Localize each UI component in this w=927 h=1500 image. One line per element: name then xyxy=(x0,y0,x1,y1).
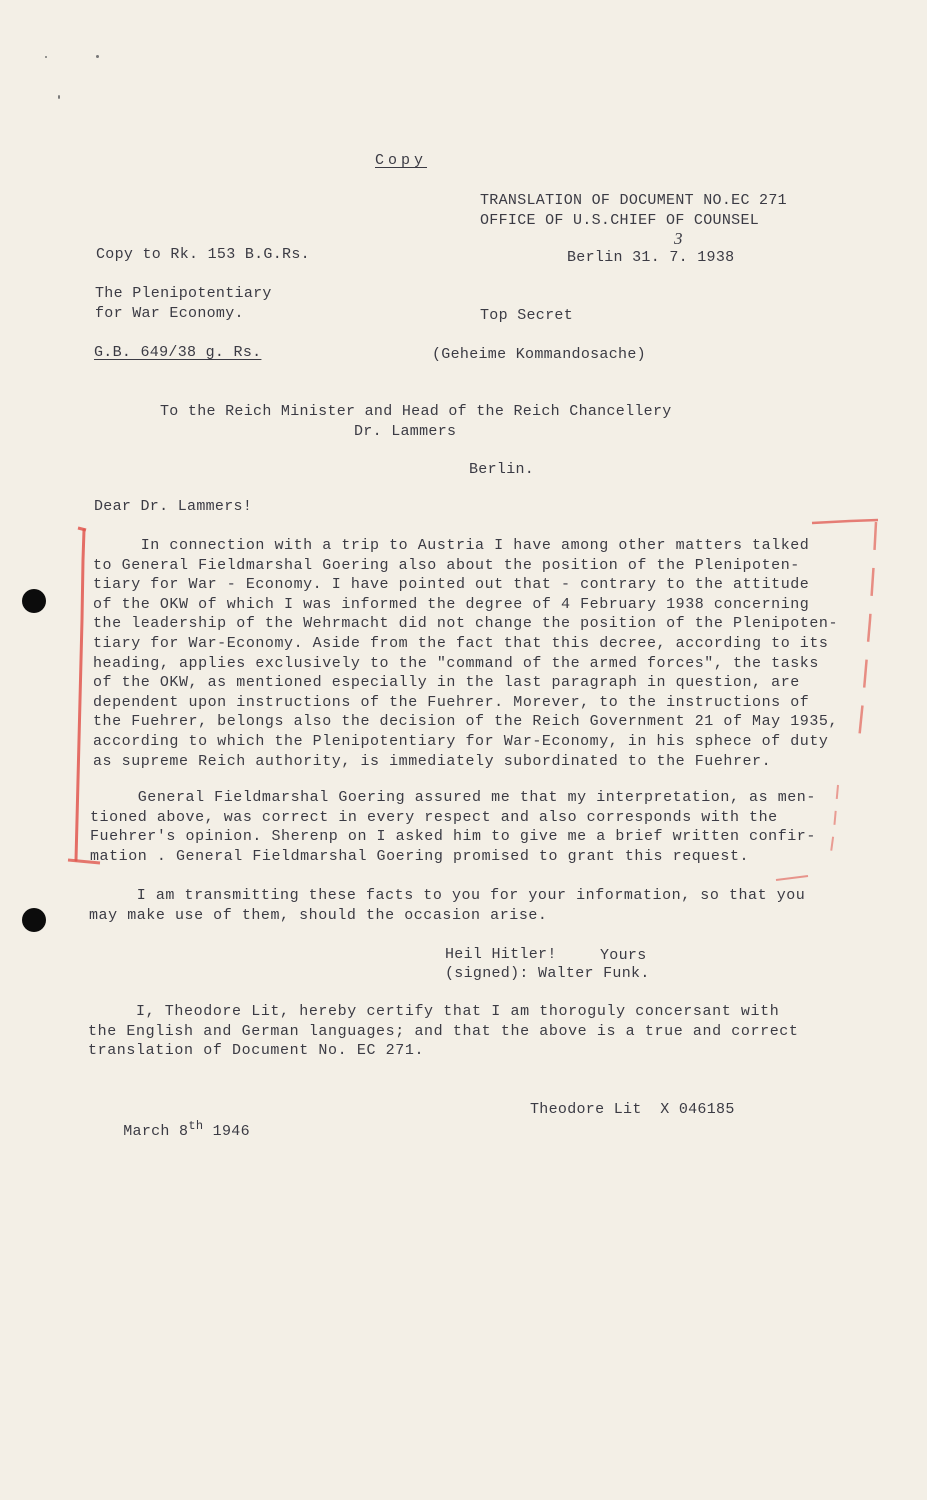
translator-signature: Theodore Lit X 046185 xyxy=(530,1101,735,1118)
sender-title-line1: The Plenipotentiary xyxy=(95,285,272,302)
addressee-line2: Dr. Lammers xyxy=(354,423,457,440)
body-paragraph-3: I am transmitting these facts to you for your information, so that you may make use of them, should the occasion arise. xyxy=(89,887,806,924)
footer-date-month: March 8 xyxy=(123,1122,189,1140)
date-correction: 3 xyxy=(674,229,683,248)
classification: Top Secret xyxy=(480,307,574,324)
paper-speck xyxy=(96,55,99,58)
reference-number: G.B. 649/38 g. Rs. xyxy=(94,344,262,361)
copy-heading: Copy xyxy=(375,152,428,169)
punch-hole-bottom xyxy=(22,908,46,932)
addressee-city: Berlin. xyxy=(469,461,535,478)
certification-paragraph: I, Theodore Lit, hereby certify that I am thoroguly concersant with the English and German languages; and that the above is a true and correct translation of Document No. EC 271. xyxy=(88,1003,799,1060)
sender-title-line2: for War Economy. xyxy=(95,305,244,322)
body-paragraph-2: General Fieldmarshal Goering assured me that my interpretation, as men- tioned above, was correct in every respect and also corresponds with the Fuehrer's opinion. Sherenp on I asked him to give me a brief written confir- mation . General Fieldmarshal Goering promised to grant this request. xyxy=(90,789,816,865)
paper-speck xyxy=(45,56,47,58)
salutation: Dear Dr. Lammers! xyxy=(94,498,253,515)
punch-hole-top xyxy=(22,589,46,613)
paper-speck xyxy=(58,95,60,99)
classification-german: (Geheime Kommandosache) xyxy=(432,346,646,363)
closing-greeting: Heil Hitler! xyxy=(445,946,557,963)
footer-date-suffix: th xyxy=(188,1118,204,1133)
letter-date: Berlin 31. 7. 1938 xyxy=(567,249,735,266)
addressee-line1: To the Reich Minister and Head of the Reich Chancellery xyxy=(160,403,672,420)
closing-yours: Yours xyxy=(600,947,647,964)
copy-to-line: Copy to Rk. 153 B.G.Rs. xyxy=(96,246,310,263)
translation-title: TRANSLATION OF DOCUMENT NO.EC 271 xyxy=(480,192,787,209)
footer-date-year: 1946 xyxy=(203,1122,250,1140)
body-paragraph-1: In connection with a trip to Austria I have among other matters talked to General Fieldmarshal Goering also about the position of the Plenipoten- tiary for War - Economy. I have pointed out that - contrary to the attitude of the OKW of which I was informed the degree of 4 February 1938 concerning the leadership of the Wehrmacht did not change the position of the Plenipoten- tiary for War-Economy. Aside from the fact that this decree, according to its heading, applies exclusively to the "command of the armed forces", the tasks of the OKW, as mentioned especially in the last paragraph in question, are dependent upon instructions of the Fuehrer. Morever, to the instructions of the Fuehrer, belongs also the decision of the Reich Government 21 of May 1935, according to which the Plenipotentiary for War-Economy, in his sphece of duty as supreme Reich authority, is immediately subordinated to the Fuehrer. xyxy=(93,537,839,770)
closing-signature: (signed): Walter Funk. xyxy=(445,965,650,982)
footer-date xyxy=(86,1097,250,1161)
office-title: OFFICE OF U.S.CHIEF OF COUNSEL xyxy=(480,212,760,229)
